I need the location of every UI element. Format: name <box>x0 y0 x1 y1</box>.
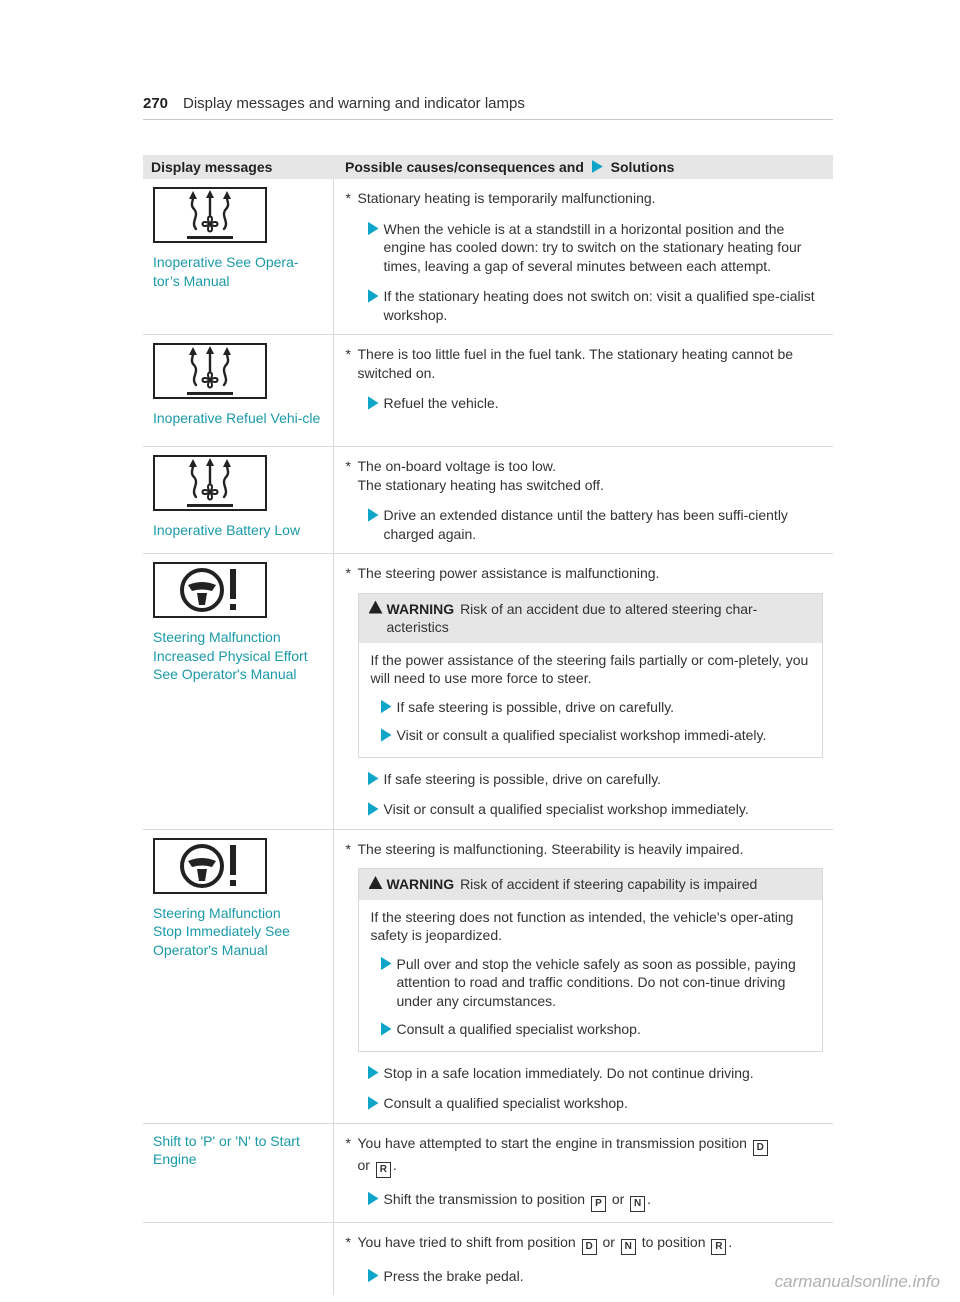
display-message: Steering Malfunction Stop Immediately See Operator's Manual <box>153 904 290 958</box>
warning-body: If the power assistance of the steering fails partially or com-pletely, you will need to use more force to steer. <box>370 651 809 686</box>
solution-step: Pull over and stop the vehicle safely as soon as possible, paying attention to road and traffic conditions. Do not con-tinue driving under any circumstances. <box>371 955 813 1011</box>
stationary-heater-icon <box>153 455 267 511</box>
arrow-icon <box>368 396 379 410</box>
solution-step: Press the brake pedal. <box>346 1267 824 1286</box>
warning-box <box>358 593 824 758</box>
gear-r-symbol: R <box>376 1162 391 1178</box>
solution-step: Refuel the vehicle. <box>346 394 824 413</box>
solution-step: Consult a qualified specialist workshop. <box>346 1094 824 1113</box>
arrow-icon <box>381 700 392 714</box>
arrow-icon <box>368 772 379 786</box>
page-number: 270 <box>143 95 169 112</box>
arrow-icon <box>381 957 392 971</box>
warning-header: WARNING Risk of accident if steering capability is impaired <box>359 869 823 900</box>
column-header-causes: Possible causes/consequences and Solutions <box>333 155 833 179</box>
solution-step: Stop in a safe location immediately. Do not continue driving. <box>346 1064 824 1083</box>
stationary-heater-icon <box>153 343 267 399</box>
display-message: Inoperative Refuel Vehi-cle <box>153 410 321 426</box>
warning-triangle-icon <box>369 876 383 889</box>
cause-text: * The steering power assistance is malfunctioning. <box>345 565 660 581</box>
page-header <box>143 93 833 120</box>
solution-step: If safe steering is possible, drive on carefully. <box>346 770 824 789</box>
arrow-icon <box>368 1269 379 1283</box>
solution-step: Visit or consult a qualified specialist workshop immedi-ately. <box>371 726 813 745</box>
table-row <box>143 179 833 335</box>
table-header-row <box>143 155 833 179</box>
warning-box <box>358 868 824 1052</box>
gear-d-symbol: D <box>753 1140 768 1156</box>
arrow-icon <box>381 1022 392 1036</box>
table-row <box>143 447 833 554</box>
solution-step: Consult a qualified specialist workshop. <box>371 1020 813 1039</box>
solution-step: If the stationary heating does not switch on: visit a qualified spe-cialist workshop. <box>346 287 824 324</box>
table-row <box>143 335 833 447</box>
section-title: Display messages and warning and indicator lamps <box>183 95 525 112</box>
gear-d-symbol: D <box>582 1239 597 1255</box>
warning-body: If the steering does not function as intended, the vehicle's oper-ating safety is jeopardized. <box>370 908 794 943</box>
arrow-icon <box>368 1192 379 1206</box>
cause-text: * There is too little fuel in the fuel tank. The stationary heating cannot be switched on. <box>345 346 794 381</box>
gear-r-symbol: R <box>711 1239 726 1255</box>
arrow-icon <box>368 289 379 303</box>
table-row <box>143 1222 833 1295</box>
display-message: Inoperative See Opera-tor’s Manual <box>153 254 299 289</box>
arrow-icon <box>368 1096 379 1110</box>
cause-text: * You have tried to shift from position D or N to position R . <box>346 1233 824 1255</box>
solution-step: Visit or consult a qualified specialist workshop immediately. <box>346 800 824 819</box>
arrow-icon <box>368 222 379 236</box>
solution-step: When the vehicle is at a standstill in a horizontal position and the engine has cooled down: try to switch on the stationary heating four times, leaving a gap of several minutes between each attempt. <box>346 220 824 276</box>
arrow-icon <box>368 802 379 816</box>
arrow-icon <box>592 160 603 173</box>
display-message: Inoperative Battery Low <box>153 522 301 538</box>
solution-step: Drive an extended distance until the battery has been suffi-ciently charged again. <box>346 506 824 543</box>
gear-n-symbol: N <box>621 1239 636 1255</box>
cause-text: * You have attempted to start the engine in transmission position D or R . <box>346 1134 824 1178</box>
arrow-icon <box>381 728 392 742</box>
cause-text: * The steering is malfunctioning. Steerability is heavily impaired. <box>345 840 744 857</box>
solution-step: If safe steering is possible, drive on carefully. <box>371 698 813 717</box>
display-message: Shift to 'P' or 'N' to Start Engine <box>153 1132 300 1167</box>
solution-step: Shift the transmission to position P or N . <box>346 1190 824 1212</box>
display-message: Steering Malfunction Increased Physical Effort See Operator's Manual <box>153 629 308 682</box>
gear-n-symbol: N <box>630 1196 645 1212</box>
cause-text: * The on-board voltage is too low. The stationary heating has switched off. <box>345 458 604 493</box>
watermark: carmanualsonline.info <box>774 1272 940 1291</box>
table-row <box>143 1123 833 1222</box>
warning-triangle-icon <box>369 601 383 614</box>
column-header-display: Display messages <box>143 155 333 179</box>
arrow-icon <box>368 1066 379 1080</box>
display-messages-table <box>143 155 833 1295</box>
cause-text: * Stationary heating is temporarily malfunctioning. <box>345 190 656 206</box>
stationary-heater-icon <box>153 187 267 243</box>
table-row <box>143 829 833 1123</box>
arrow-icon <box>368 508 379 522</box>
steering-warning-icon <box>153 562 267 618</box>
gear-p-symbol: P <box>591 1196 606 1212</box>
steering-warning-icon <box>153 838 267 894</box>
table-row <box>143 554 833 830</box>
warning-header: WARNING Risk of an accident due to altered steering char-acteristics <box>359 594 823 643</box>
